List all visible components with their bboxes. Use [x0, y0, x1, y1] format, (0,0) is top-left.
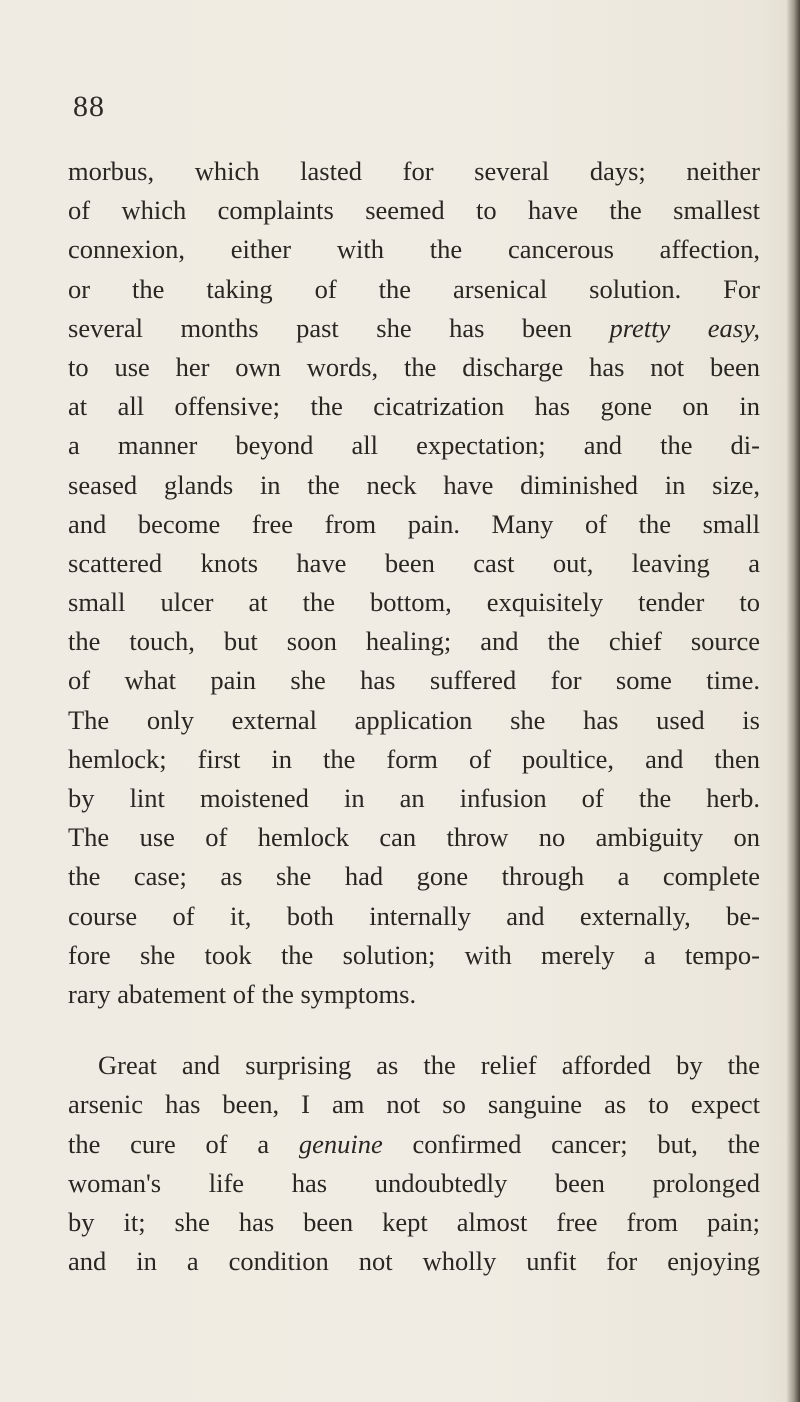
paragraph-gap: [68, 1014, 760, 1046]
text-line: The only external application she has used is: [68, 704, 760, 735]
text-line: morbus, which lasted for several days; neither: [68, 156, 760, 186]
text-line: a manner beyond all expectation; and the di-: [68, 430, 760, 461]
text-line: The use of hemlock can throw no ambiguity on: [68, 822, 760, 853]
text-line: rary abatement of the symptoms.: [68, 978, 417, 1009]
text-line: the touch, but soon healing; and the chief source: [68, 626, 760, 657]
body-text: [68, 152, 760, 1281]
page-edge-shadow: [786, 0, 800, 1402]
text-line: by it; she has been kept almost free from pain;: [68, 1206, 760, 1237]
text-line: by lint moistened in an infusion of the herb.: [68, 783, 760, 813]
text-line: arsenic has been, I am not so sanguine as to expect: [68, 1089, 760, 1120]
text-line-with-italic: [68, 309, 760, 348]
text-line: hemlock; first in the form of poultice, and then: [68, 743, 760, 774]
text-segment: several months past she has been: [68, 312, 572, 343]
text-line: of which complaints seemed to have the smallest: [68, 195, 760, 226]
text-line: connexion, either with the cancerous affection,: [68, 234, 760, 265]
text-line: and become free from pain. Many of the small: [68, 508, 760, 539]
text-line: fore she took the solution; with merely a tempo-: [68, 939, 760, 970]
text-line: the case; as she had gone through a complete: [68, 861, 760, 892]
text-line: at all offensive; the cicatrization has gone on in: [68, 391, 760, 422]
text-line: Great and surprising as the relief afforded by the: [98, 1050, 760, 1081]
text-line-with-italic: [68, 1125, 760, 1164]
text-segment: confirmed cancer; but, the: [412, 1128, 760, 1159]
text-line: woman's life has undoubtedly been prolonged: [68, 1167, 760, 1198]
page-number: 88: [73, 90, 105, 123]
text-line: course of it, both internally and externally, be-: [68, 900, 760, 931]
text-line: small ulcer at the bottom, exquisitely tender to: [68, 587, 760, 618]
italic-phrase: pretty easy,: [609, 312, 760, 343]
text-line: scattered knots have been cast out, leaving a: [68, 547, 760, 578]
text-line: of what pain she has suffered for some time.: [68, 665, 760, 696]
text-segment: the cure of a: [68, 1128, 270, 1159]
text-line: to use her own words, the discharge has not been: [68, 351, 760, 382]
text-line: seased glands in the neck have diminished in size,: [68, 469, 760, 500]
italic-word: genuine: [298, 1128, 383, 1159]
text-line: or the taking of the arsenical solution. For: [68, 273, 760, 304]
text-line: and in a condition not wholly unfit for enjoying: [68, 1246, 760, 1277]
